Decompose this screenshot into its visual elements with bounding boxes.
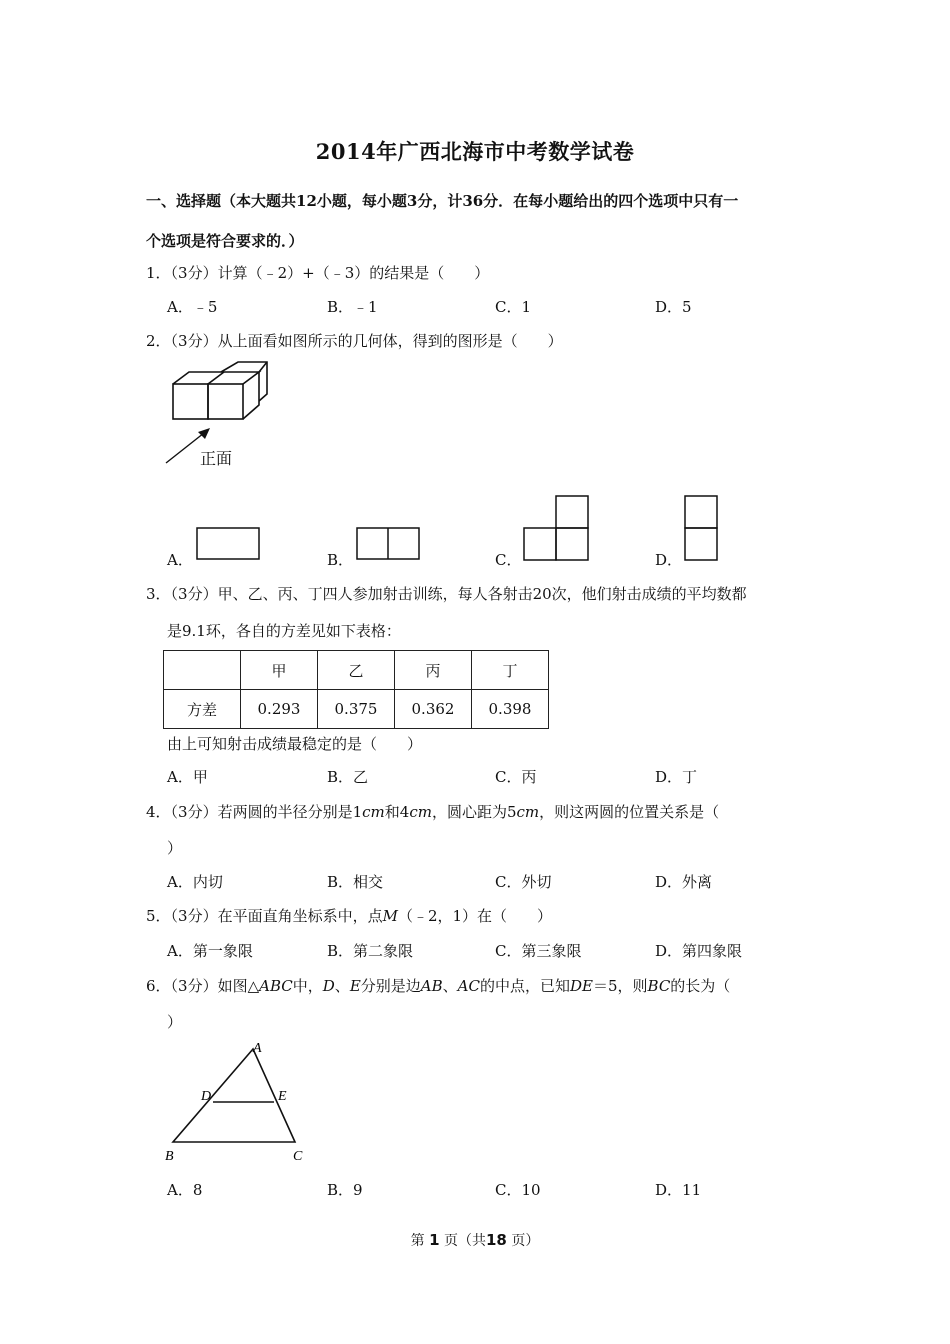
table-cell: 0.362	[395, 690, 472, 729]
q4-option-b: B．相交	[327, 873, 384, 891]
page-title: 2014年广西北海市中考数学试卷	[315, 139, 635, 164]
table-cell: 丁	[472, 651, 549, 690]
q5-option-a: A．第一象限	[167, 942, 253, 960]
table-header-row	[164, 651, 549, 690]
table-row	[164, 690, 549, 729]
q2-option-b-shape	[356, 527, 422, 561]
q2-option-d: D．	[655, 551, 683, 569]
table-cell: 乙	[318, 651, 395, 690]
question-6-line2: ）	[167, 1013, 183, 1031]
q2-option-d-shape	[684, 495, 720, 563]
q6-option-c: C．10	[495, 1181, 541, 1199]
question-2: 2．（3分）从上面看如图所示的几何体，得到的图形是（ ）	[146, 332, 563, 350]
q2-option-c: C．	[495, 551, 522, 569]
q1-option-c: C．1	[495, 298, 532, 316]
page-number: 1	[429, 1231, 440, 1249]
table-cell: 方差	[164, 690, 241, 729]
q3-option-c: C．丙	[495, 768, 537, 786]
total-pages: 18	[486, 1231, 507, 1249]
question-6-line1: 6．（3分）如图△ABC中，D、E分别是边AB、AC的中点，已知DE＝5，则BC的长为（	[146, 977, 731, 995]
question-4-line2: ）	[167, 839, 183, 857]
q4-option-a: A．内切	[167, 873, 223, 891]
vertex-label-b: B	[165, 1149, 174, 1164]
q5-option-b: B．第二象限	[327, 942, 414, 960]
q1-option-b: B．﹣1	[327, 298, 378, 316]
table-cell: 0.398	[472, 690, 549, 729]
question-4-line1: 4．（3分）若两圆的半径分别是1cm和4cm，圆心距为5cm，则这两圆的位置关系是（	[146, 803, 720, 821]
vertex-label-a: A	[253, 1041, 262, 1056]
section-heading-line1: 一、选择题（本大题共12小题，每小题3分，计36分．在每小题给出的四个选项中只有一	[146, 192, 739, 210]
q1-option-d: D．5	[655, 298, 692, 316]
table-cell	[164, 651, 241, 690]
q5-option-d: D．第四象限	[655, 942, 743, 960]
table-cell: 甲	[241, 651, 318, 690]
q6-option-b: B．9	[327, 1181, 363, 1199]
q6-option-a: A．8	[167, 1181, 203, 1199]
q3-option-a: A．甲	[167, 768, 208, 786]
q4-option-c: C．外切	[495, 873, 552, 891]
q2-option-a: A．	[167, 551, 193, 569]
vertex-label-e: E	[278, 1089, 287, 1104]
q3-option-d: D．丁	[655, 768, 698, 786]
vertex-label-d: D	[201, 1089, 212, 1104]
q5-option-c: C．第三象限	[495, 942, 582, 960]
q2-option-c-shape	[523, 495, 591, 563]
vertex-label-c: C	[293, 1149, 303, 1164]
q6-triangle-figure	[160, 1036, 320, 1168]
table-cell: 0.375	[318, 690, 395, 729]
q1-option-a: A．﹣5	[167, 298, 218, 316]
q6-option-d: D．11	[655, 1181, 702, 1199]
q2-figure-label: 正面	[200, 449, 233, 468]
question-3-line1: 3．（3分）甲、乙、丙、丁四人参加射击训练，每人各射击20次，他们射击成绩的平均数都	[146, 585, 747, 603]
question-3-after: 由上可知射击成绩最稳定的是（ ）	[167, 735, 423, 753]
page-footer: 第 1 页（共18 页）	[410, 1231, 540, 1249]
q3-option-b: B．乙	[327, 768, 369, 786]
question-3-line2: 是9.1环，各自的方差见如下表格：	[167, 622, 401, 640]
section-heading-line2: 个选项是符合要求的．）	[146, 232, 304, 250]
table-cell: 丙	[395, 651, 472, 690]
q4-option-d: D．外离	[655, 873, 713, 891]
table-cell: 0.293	[241, 690, 318, 729]
variance-table	[163, 650, 549, 729]
q2-option-b: B．	[327, 551, 354, 569]
question-5: 5．（3分）在平面直角坐标系中，点M（﹣2，1）在（ ）	[146, 907, 553, 925]
question-1: 1．（3分）计算（﹣2）+（﹣3）的结果是（ ）	[146, 264, 490, 282]
q2-option-a-shape	[196, 527, 262, 561]
